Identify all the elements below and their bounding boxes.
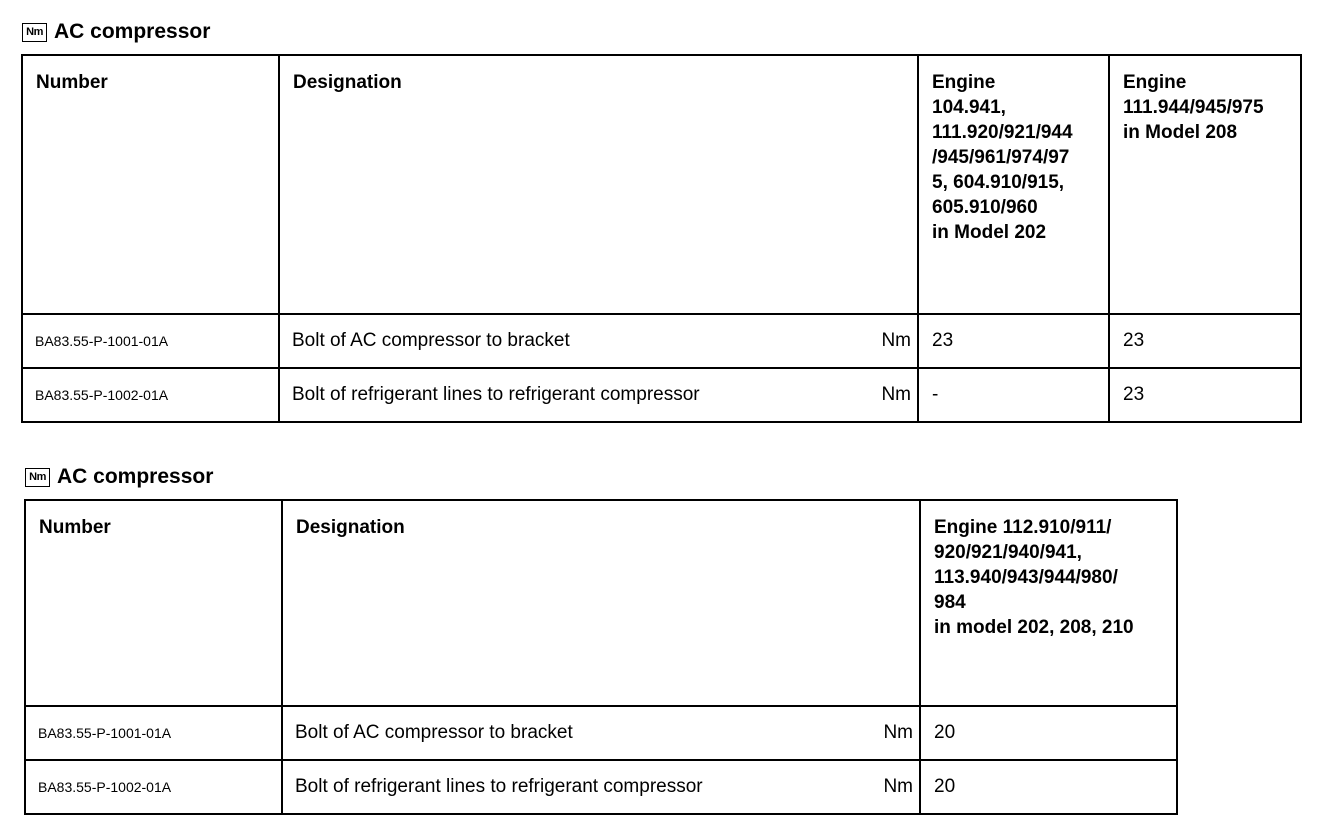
header-line: /945/961/974/97: [932, 147, 1070, 168]
row-designation: [279, 368, 918, 422]
header-number: Number: [22, 55, 279, 314]
header-line: in Model 208: [1123, 122, 1238, 143]
section-2-title: [25, 465, 213, 489]
header-line: 113.940/943/944/980/: [934, 567, 1118, 588]
row-number: BA83.55-P-1002-01A: [22, 368, 279, 422]
row-number: BA83.55-P-1001-01A: [22, 314, 279, 368]
unit-label: Nm: [883, 722, 913, 743]
section-2-heading: AC compressor: [57, 465, 214, 488]
header-line: 111.944/945/975: [1123, 97, 1264, 118]
header-line: Engine: [1123, 72, 1187, 93]
header-engine-col-2: [1109, 55, 1301, 314]
header-line: 104.941,: [932, 97, 1006, 118]
header-line: 984: [934, 592, 966, 613]
row-designation: [282, 760, 920, 814]
header-number: Number: [25, 500, 282, 706]
section-1-heading: AC compressor: [54, 20, 211, 43]
table-row: [25, 706, 1177, 760]
unit-label: Nm: [881, 330, 911, 351]
torque-nm-icon: Nm: [22, 23, 47, 42]
row-value: -: [918, 368, 1109, 422]
header-line: Engine 112.910/911/: [934, 517, 1112, 538]
header-line: 111.920/921/944: [932, 122, 1073, 143]
header-designation: Designation: [279, 55, 918, 314]
header-line: Engine: [932, 72, 996, 93]
designation-text: Bolt of refrigerant lines to refrigerant compressor: [292, 384, 700, 405]
header-engine-col-1: [920, 500, 1177, 706]
header-line: 920/921/940/941,: [934, 542, 1082, 563]
table-row: [22, 314, 1301, 368]
table-1-header-row: [22, 55, 1301, 314]
torque-table-2: [24, 499, 1178, 815]
row-number: BA83.55-P-1001-01A: [25, 706, 282, 760]
row-value: 20: [920, 760, 1177, 814]
row-value: 23: [1109, 368, 1301, 422]
designation-text: Bolt of AC compressor to bracket: [292, 330, 570, 351]
row-value: 23: [1109, 314, 1301, 368]
torque-table-1: [21, 54, 1302, 423]
header-engine-col-1: [918, 55, 1109, 314]
header-designation: Designation: [282, 500, 920, 706]
row-number: BA83.55-P-1002-01A: [25, 760, 282, 814]
section-1-title: [22, 20, 210, 44]
table-row: [25, 760, 1177, 814]
header-line: in model 202, 208, 210: [934, 617, 1134, 638]
header-line: 605.910/960: [932, 197, 1038, 218]
table-row: [22, 368, 1301, 422]
row-value: 20: [920, 706, 1177, 760]
designation-text: Bolt of refrigerant lines to refrigerant compressor: [295, 776, 703, 797]
designation-text: Bolt of AC compressor to bracket: [295, 722, 573, 743]
header-line: 5, 604.910/915,: [932, 172, 1065, 193]
unit-label: Nm: [881, 384, 911, 405]
row-designation: [282, 706, 920, 760]
table-2-header-row: [25, 500, 1177, 706]
torque-nm-icon: Nm: [25, 468, 50, 487]
header-line: in Model 202: [932, 222, 1047, 243]
row-value: 23: [918, 314, 1109, 368]
unit-label: Nm: [883, 776, 913, 797]
row-designation: [279, 314, 918, 368]
